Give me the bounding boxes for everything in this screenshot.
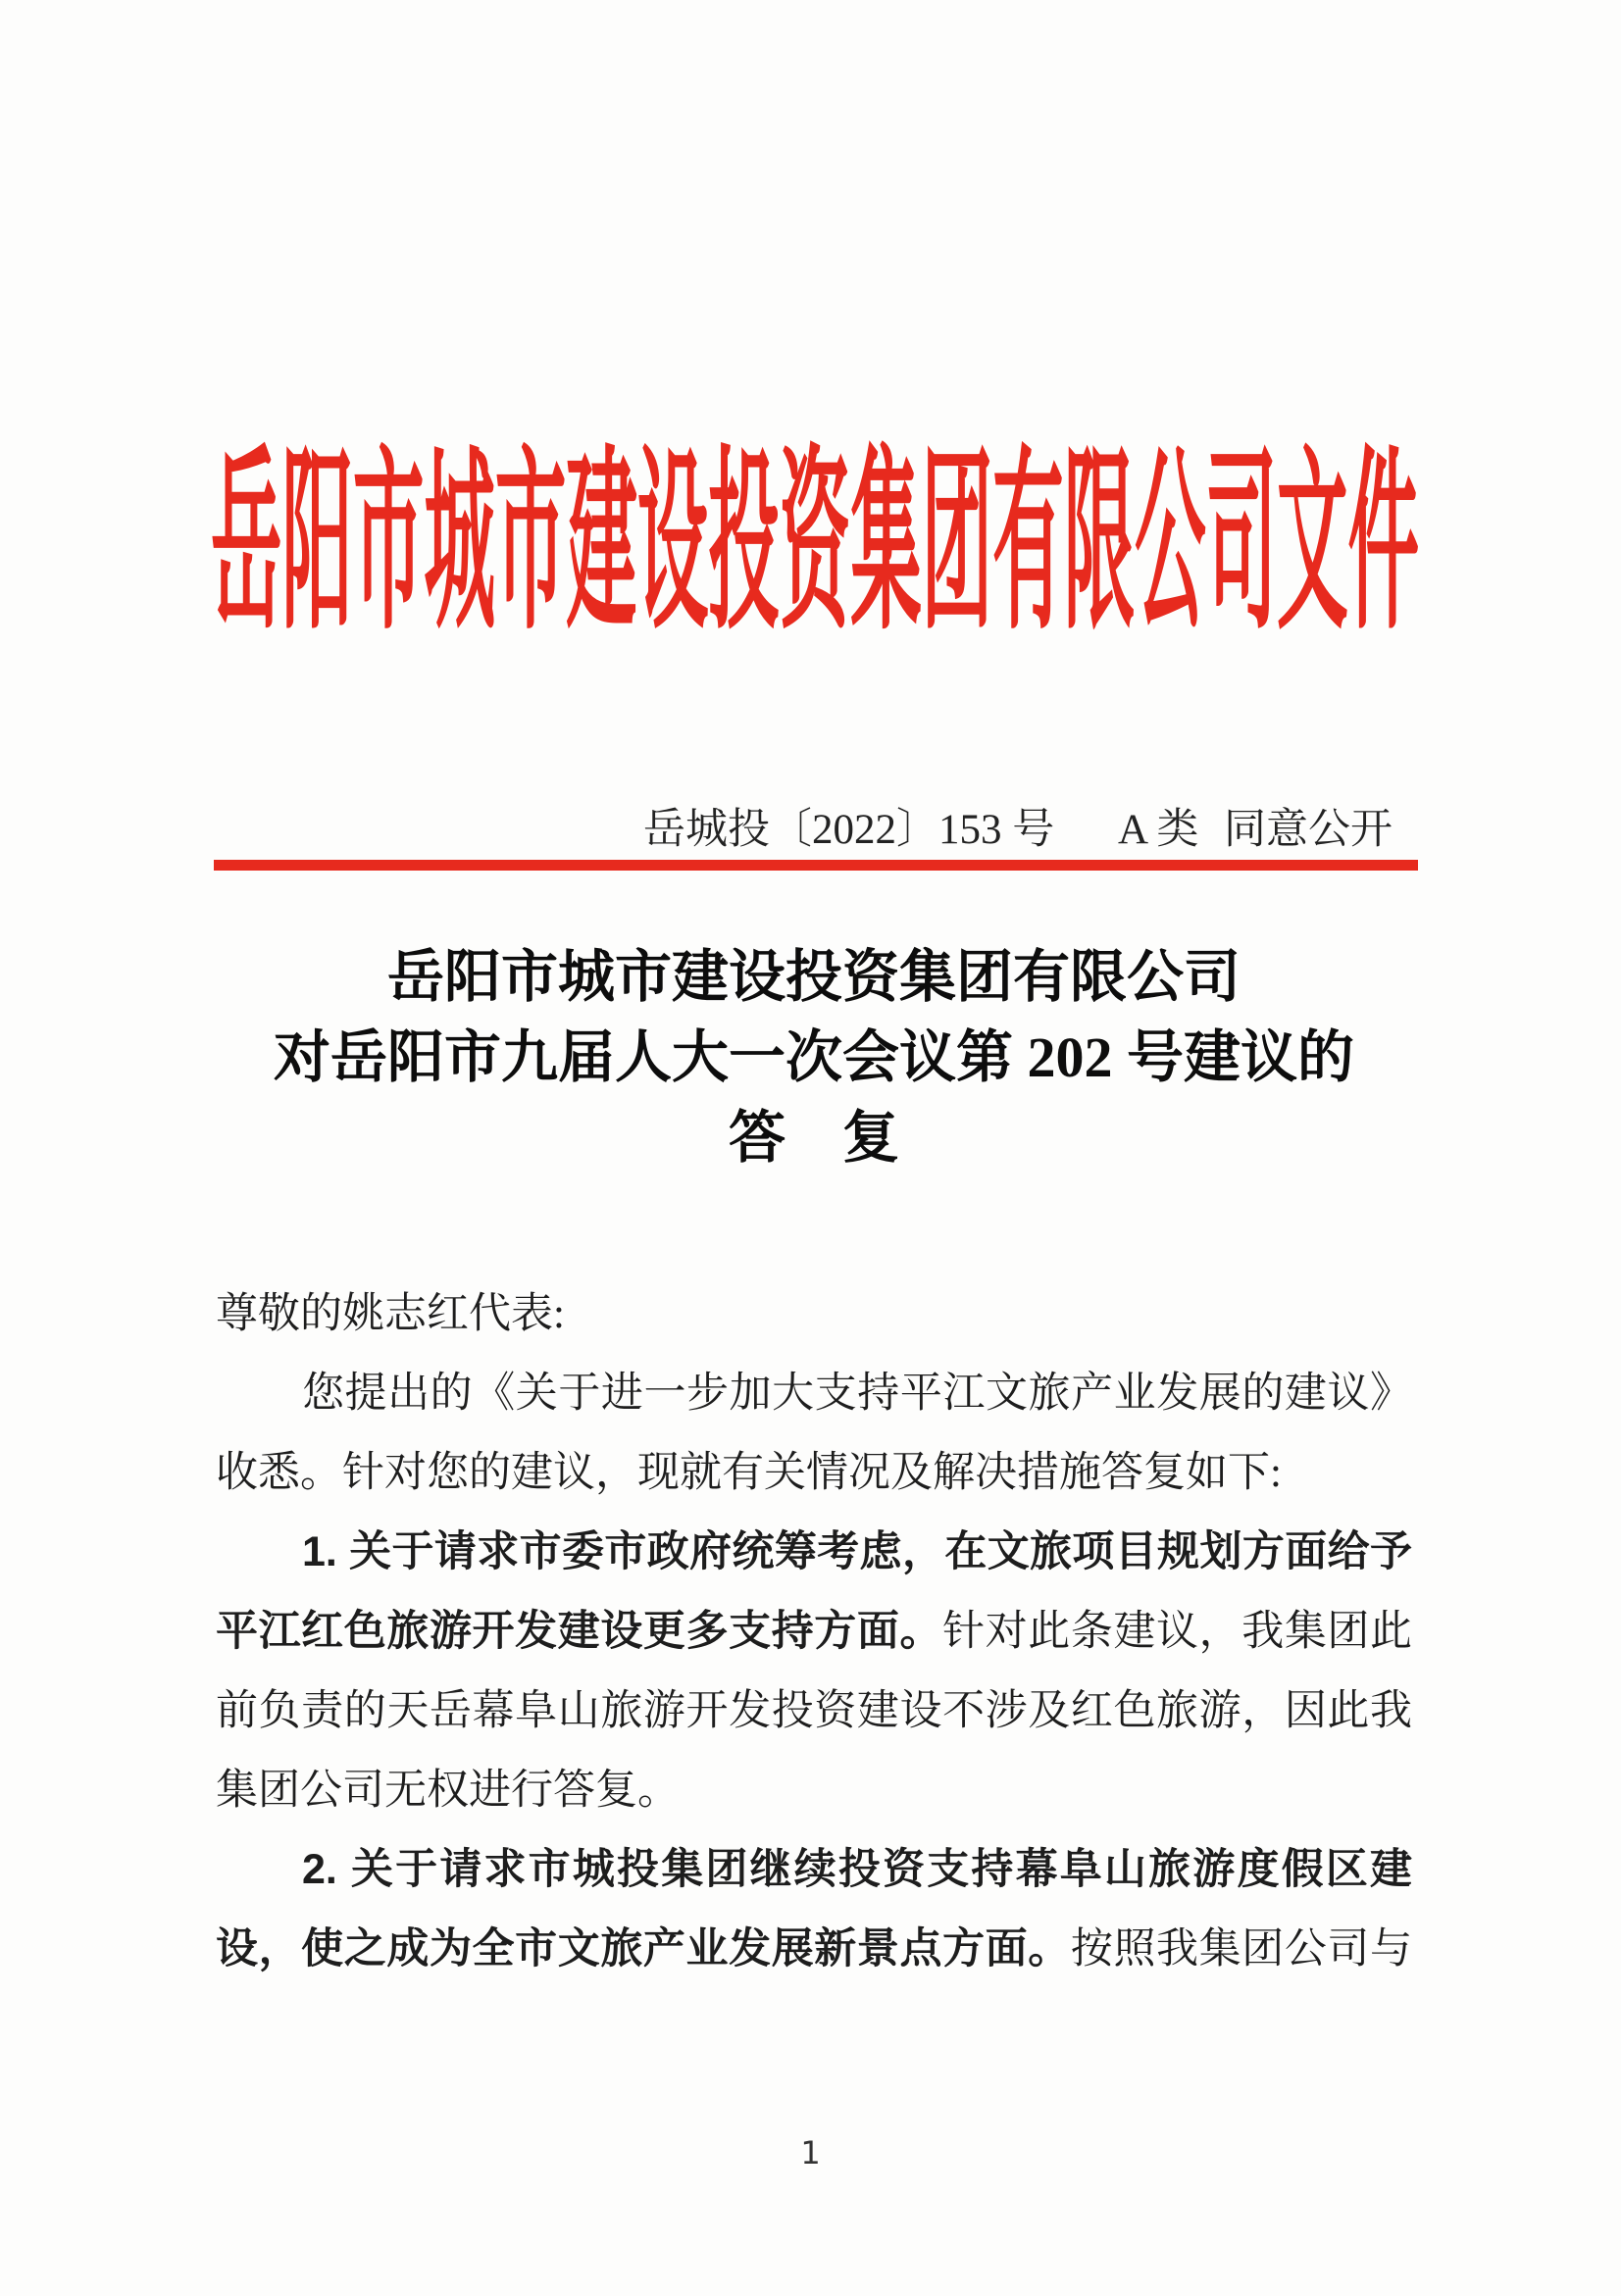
body-line (216, 1354, 1412, 1433)
doc-publicity-status: 同意公开 (1224, 807, 1393, 853)
page-number: 1 (800, 2134, 821, 2171)
body-text-segment: 针对此条建议，我集团此 (942, 1609, 1412, 1655)
body-line (216, 1592, 1412, 1672)
letterhead-title: 岳阳市城市建设投资集团有限公司文件 (211, 426, 1419, 657)
document-body (216, 1274, 1412, 1989)
title-line-3: 答 复 (728, 1106, 899, 1170)
body-text-segment-bold: 2. 关于请求市城投集团继续投资支持幕阜山旅游度假区建 (302, 1846, 1412, 1893)
body-line (216, 1751, 1412, 1830)
body-text-segment: 集团公司无权进行答复。 (216, 1768, 680, 1814)
body-line (216, 1672, 1412, 1751)
body-line (216, 1910, 1412, 1989)
body-line (216, 1433, 1412, 1513)
body-text-segment-bold: 平江红色旅游开发建设更多支持方面。 (216, 1608, 943, 1655)
body-text-segment: 尊敬的姚志红代表: (216, 1291, 565, 1337)
red-divider-rule (214, 860, 1418, 871)
body-text-segment-bold: 1. 关于请求市委市政府统筹考虑，在文旅项目规划方面给予 (302, 1528, 1412, 1575)
body-line (216, 1830, 1412, 1910)
doc-meta-line (0, 802, 1621, 861)
body-text-segment: 按照我集团公司与 (1070, 1926, 1412, 1972)
body-text-segment-bold: 设，使之成为全市文旅产业发展新景点方面。 (216, 1925, 1071, 1972)
body-text-segment: 前负责的天岳幕阜山旅游开发投资建设不涉及红色旅游，因此我 (216, 1688, 1412, 1734)
letterhead-banner (211, 426, 1422, 657)
body-text-segment: 您提出的《关于进一步加大支持平江文旅产业发展的建议》 (302, 1371, 1412, 1417)
body-line (216, 1274, 1412, 1354)
doc-category: A 类 (1118, 807, 1199, 853)
document-title (216, 937, 1412, 1178)
doc-number: 岳城投〔2022〕153 号 (643, 807, 1055, 853)
body-line (216, 1513, 1412, 1592)
title-line-2: 对岳阳市九届人大一次会议第 202 号建议的 (273, 1025, 1354, 1089)
body-text-segment: 收悉。针对您的建议，现就有关情况及解决措施答复如下: (216, 1450, 1282, 1496)
title-line-1: 岳阳市城市建设投资集团有限公司 (386, 945, 1241, 1009)
